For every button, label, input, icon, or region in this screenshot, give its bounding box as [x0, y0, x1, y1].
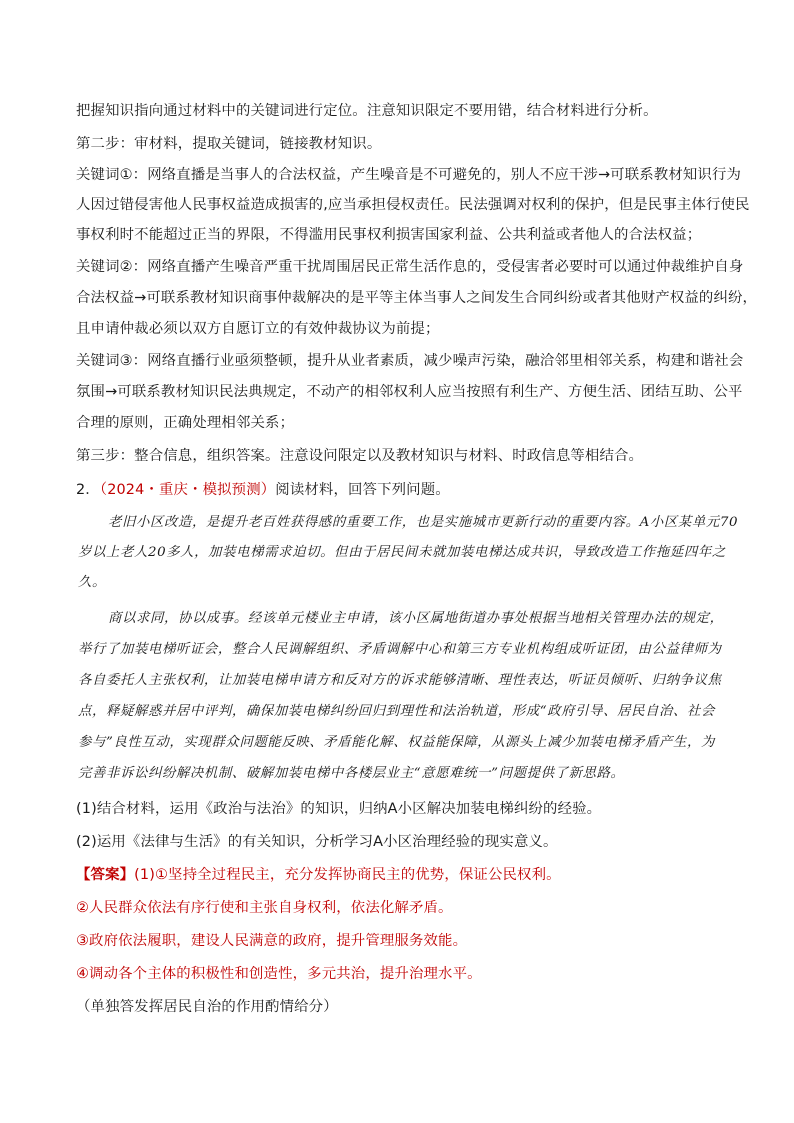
- keyword-2-line-3: 且申请仲裁必须以双方自愿订立的有效仲裁协议为前提；: [76, 321, 440, 337]
- answer-3: ③政府依法履职，建设人民满意的政府，提升管理服务效能。: [76, 933, 468, 949]
- answer-2: ②人民群众依法有序行使和主张自身权利，依法化解矛盾。: [76, 900, 453, 916]
- material-p1-line-2: 岁以上老人20多人，加装电梯需求迫切。但由于居民间未就加装电梯达成共识，导致改造工作拖延四年之: [78, 545, 726, 560]
- material-p2-line-5: 参与”良性互动，实现群众问题能反映、矛盾能化解、权益能保障，从源头上减少加装电梯矛盾产生，为: [78, 735, 716, 750]
- step-two-heading: 第二步：审材料，提取关键词，链接教材知识。: [76, 136, 382, 152]
- material-p2-line-4: 点，释疑解惑并居中评判，确保加装电梯纠纷回归到理性和法治轨道，形成“政府引导、居民自治、社会: [78, 704, 716, 719]
- keyword-1-line-3: 事权利时不能超过正当的界限，不得滥用民事权利损害国家利益、公共利益或者他人的合法权益；: [76, 227, 702, 243]
- material-p2-line-1: 商以求同，协以成事。经该单元楼业主申请，该小区属地街道办事处根据当地相关管理办法的规定，: [108, 611, 724, 626]
- answer-line-1: [76, 865, 561, 885]
- answer-label: 【答案】: [76, 867, 135, 883]
- scoring-note: （单独答发挥居民自治的作用酌情给分）: [76, 999, 338, 1015]
- material-p2-line-3: 各自委托人主张权利，让加装电梯申请方和反对方的诉求能够清晰、理性表达，听证员倾听、归纳争议焦: [78, 673, 722, 688]
- intro-text: 把握知识指向通过材料中的关键词进行定位。注意知识限定不要用错，结合材料进行分析。: [76, 103, 658, 119]
- material-p1-line-1: 老旧小区改造，是提升老百姓获得感的重要工作，也是实施城市更新行动的重要内容。A小区某单元70: [108, 515, 739, 530]
- question-2-stem: [76, 480, 450, 500]
- keyword-1-line-1: 关键词①：网络直播是当事人的合法权益，产生噪音是不可避免的，别人不应干涉→可联系教材知识行为: [76, 167, 742, 183]
- sub-question-2: (2)运用《法律与生活》的有关知识，分析学习A小区治理经验的现实意义。: [76, 834, 558, 850]
- answer-1: (1)①坚持全过程民主，充分发挥协商民主的优势，保证公民权利。: [134, 867, 561, 883]
- keyword-3-line-1: 关键词③：网络直播行业亟须整顿，提升从业者素质，减少噪声污染，融洽邻里相邻关系，构建和谐社会: [76, 353, 744, 369]
- step-three-heading: 第三步：整合信息，组织答案。注意设问限定以及教材知识与材料、时政信息等相结合。: [76, 448, 644, 464]
- keyword-3-line-2: 氛围→可联系教材知识民法典规定，不动产的相邻权利人应当按照有利生产、方便生活、团结互助、公平: [76, 384, 743, 400]
- question-number: 2．: [76, 482, 100, 498]
- question-source: （2024・重庆・模拟预测）: [99, 482, 276, 498]
- answer-4: ④调动各个主体的积极性和创造性，多元共治，提升治理水平。: [76, 966, 482, 982]
- material-p2-line-2: 举行了加装电梯听证会，整合人民调解组织、矛盾调解中心和第三方专业机构组成听证团，由公益律师为: [78, 642, 722, 657]
- question-prompt: 阅读材料，回答下列问题。: [275, 482, 450, 498]
- material-p2-line-6: 完善非诉讼纠纷解决机制、破解加装电梯中各楼层业主“意愿难统一”问题提供了新思路。: [78, 766, 625, 781]
- keyword-2-line-1: 关键词②：网络直播产生噪音严重干扰周围居民正常生活作息的，受侵害者必要时可以通过仲裁维护自身: [76, 259, 744, 275]
- keyword-1-line-2: 人因过错侵害他人民事权益造成损害的,应当承担侵权责任。民法强调对权利的保护，但是民事主体行使民: [76, 197, 750, 213]
- material-p1-line-3: 久。: [78, 575, 106, 590]
- keyword-3-line-3: 合理的原则，正确处理相邻关系；: [76, 415, 295, 431]
- keyword-2-line-2: 合法权益→可联系教材知识商事仲裁解决的是平等主体当事人之间发生合同纠纷或者其他财产权益的纠纷，: [76, 290, 758, 306]
- sub-question-1: (1)结合材料，运用《政治与法治》的知识，归纳A小区解决加装电梯纠纷的经验。: [76, 801, 602, 817]
